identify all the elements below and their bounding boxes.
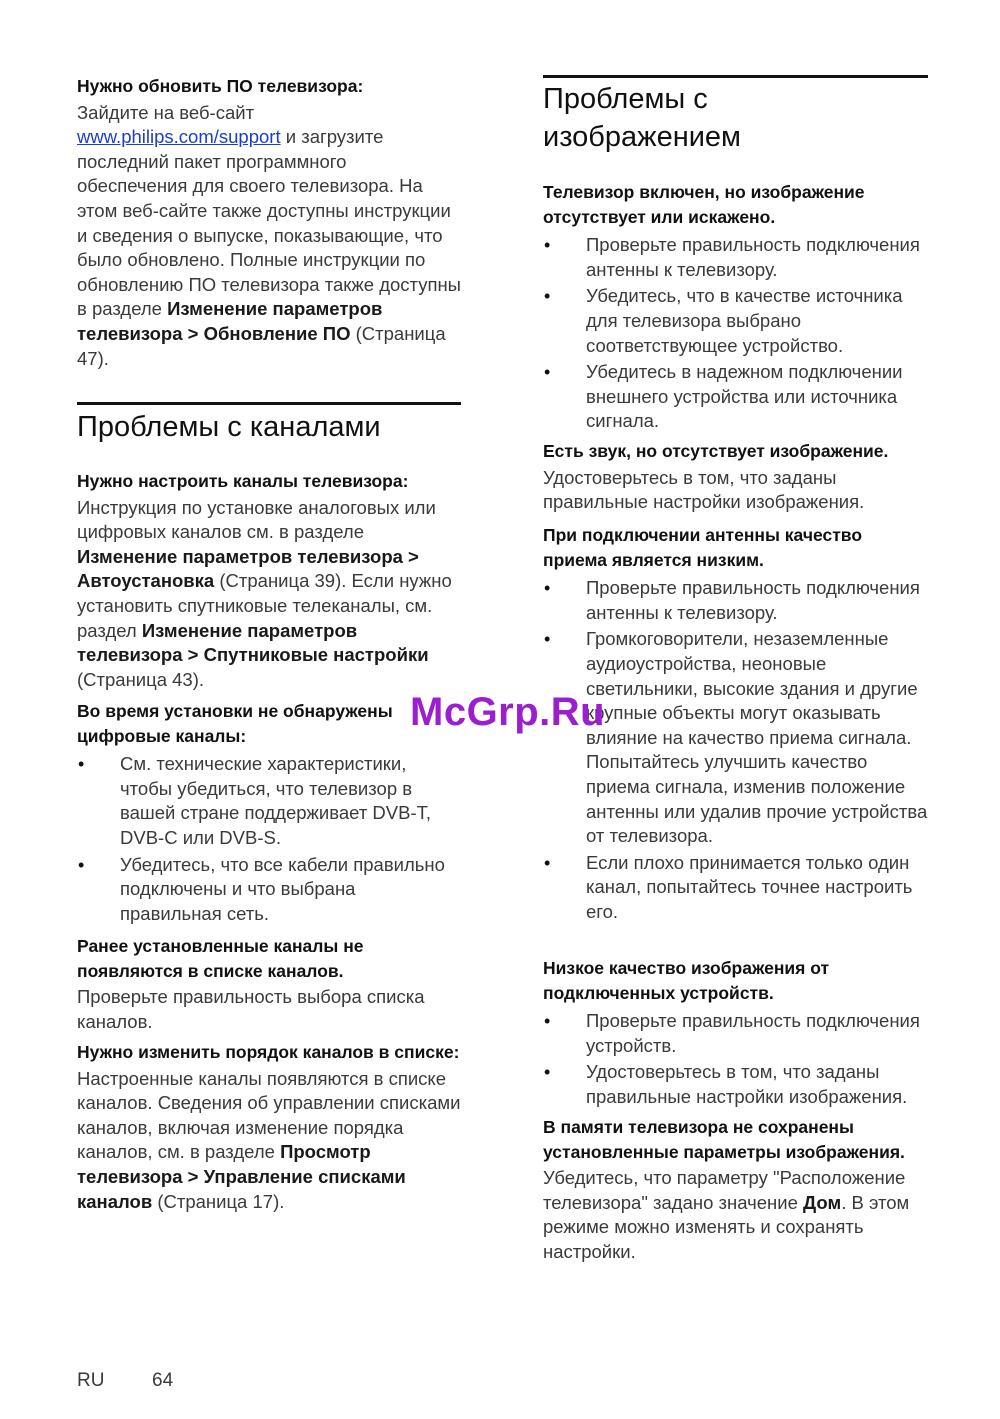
- notinlist-text: Проверьте правильность выбора списка каналов.: [77, 986, 425, 1032]
- nodigital-section: [77, 699, 461, 928]
- firmware-text: [77, 101, 461, 372]
- devices-heading: Низкое качество изображения от подключенных устройств.: [543, 958, 830, 1003]
- notinlist-heading: Ранее установленные каналы не появляются в списке каналов.: [77, 936, 364, 981]
- antenna-list: [543, 576, 928, 924]
- list-item-text: Проверьте правильность подключения устройств.: [586, 1010, 920, 1056]
- nodigital-heading: Во время установки не обнаружены цифровые каналы:: [77, 701, 393, 746]
- list-item: [77, 853, 461, 927]
- list-item: [543, 284, 928, 358]
- firmware-heading: Нужно обновить ПО телевизора:: [77, 76, 364, 96]
- firmware-text-before: Зайдите на веб-сайт: [77, 101, 255, 123]
- notinlist-section: [77, 934, 461, 1034]
- list-item: [543, 851, 928, 925]
- picture-rule: [543, 75, 928, 78]
- antenna-heading: При подключении антенны качество приема является низким.: [543, 525, 863, 570]
- list-item-text: Если плохо принимается только один канал, попытайтесь точнее настроить его.: [586, 851, 913, 922]
- bullet-icon: •: [544, 362, 551, 383]
- devices-section: [543, 956, 928, 1112]
- tune-ref-satellite[interactable]: Изменение параметров телевизора > Спутниковые настройки: [77, 619, 429, 666]
- bullet-icon: •: [544, 629, 551, 650]
- bullet-icon: •: [544, 235, 551, 256]
- list-item-text: Убедитесь в надежном подключении внешнего устройства или источника сигнала.: [586, 361, 903, 432]
- list-item: [543, 1060, 928, 1109]
- tune-text-1: Инструкция по установке аналоговых или цифровых каналов см. в разделе: [77, 496, 436, 543]
- memory-text-1: Убедитесь, что параметру "Расположение телевизора" задано значение: [543, 1167, 906, 1213]
- firmware-page: (Страница 47).: [77, 322, 446, 369]
- list-item-text: Удостоверьтесь в том, что заданы правильные настройки изображения.: [586, 1061, 908, 1107]
- list-item-text: Проверьте правильность подключения антенны к телевизору.: [586, 234, 920, 280]
- firmware-text-after: и загрузите последний пакет программного обеспечения для своего телевизора. На этом веб-сайте также доступны инструкции и сведения о выпуске, показывающие, что было обновлено. Полные инструкции по обновлению ПО телевизора также доступны в разделе: [77, 126, 461, 320]
- bullet-icon: •: [78, 854, 85, 875]
- picture-title-block: [543, 80, 928, 156]
- picture-title: Проблемы с изображением: [543, 83, 741, 153]
- channels-title: Проблемы с каналами: [77, 411, 381, 443]
- list-item-text: Убедитесь, что все кабели правильно подключены и что выбрана правильная сеть.: [120, 853, 445, 924]
- list-item-text: Убедитесь, что в качестве источника для телевизора выбрано соответствующее устройство.: [586, 285, 903, 356]
- order-text-2: (Страница 17).: [152, 1190, 285, 1212]
- list-item-text: Проверьте правильность подключения антенны к телевизору.: [586, 577, 920, 623]
- nopicture-section: [543, 180, 928, 436]
- tune-section: [77, 469, 461, 692]
- order-ref[interactable]: Просмотр телевизора > Управление списками каналов: [77, 1141, 406, 1212]
- nopicture-heading: Телевизор включен, но изображение отсутствует или искажено.: [543, 182, 865, 227]
- list-item: [543, 233, 928, 282]
- firmware-section: [77, 74, 461, 371]
- bullet-icon: •: [544, 286, 551, 307]
- soundnopic-text: Удостоверьтесь в том, что заданы правильные настройки изображения.: [543, 466, 865, 513]
- soundnopic-heading: Есть звук, но отсутствует изображение.: [543, 441, 889, 461]
- philips-support-link[interactable]: www.philips.com/support: [77, 126, 281, 148]
- order-section: [77, 1040, 461, 1214]
- bullet-icon: •: [544, 852, 551, 873]
- channels-title-block: [77, 408, 461, 446]
- tune-heading: Нужно настроить каналы телевизора:: [77, 471, 409, 491]
- list-item: [77, 752, 461, 850]
- memory-heading: В памяти телевизора не сохранены установленные параметры изображения.: [543, 1117, 905, 1162]
- list-item-text: Громкоговорители, незаземленные аудиоустройства, неоновые светильники, высокие здания и другие крупные объекты могут оказывать влияние на качество приема сигнала. Попытайтесь улучшить качество приема сигнала, изменив положение антенны или удалив прочие устройства от телевизора.: [586, 628, 928, 847]
- tune-text-3: (Страница 43).: [77, 668, 205, 690]
- watermark: McGrp.Ru: [410, 690, 606, 734]
- tune-text-2: (Страница 39). Если нужно установить спутниковые телеканалы, см. раздел: [77, 570, 452, 641]
- list-item: [543, 627, 928, 848]
- tune-text: [77, 496, 461, 693]
- list-item: [543, 360, 928, 434]
- devices-list: [543, 1009, 928, 1109]
- list-item: [543, 576, 928, 625]
- list-item-text: См. технические характеристики, чтобы убедиться, что телевизор в вашей стране поддерживает DVB-T, DVB-C или DVB-S.: [120, 753, 432, 848]
- list-item: [543, 1009, 928, 1058]
- tune-ref-autoinstall[interactable]: Изменение параметров телевизора > Автоустановка: [77, 545, 419, 592]
- order-heading: Нужно изменить порядок каналов в списке:: [77, 1042, 460, 1062]
- channels-rule: [77, 402, 461, 405]
- memory-section: [543, 1115, 928, 1265]
- memory-ref-home: Дом: [803, 1191, 842, 1213]
- bullet-icon: •: [78, 754, 85, 775]
- footer-lang: RU: [77, 1370, 105, 1391]
- nopicture-list: [543, 233, 928, 434]
- order-text: [77, 1067, 461, 1215]
- nodigital-list: [77, 752, 461, 926]
- order-text-1: Настроенные каналы появляются в списке каналов. Сведения об управлении списками каналов, включая изменение порядка каналов, см. в разделе: [77, 1067, 461, 1163]
- bullet-icon: •: [544, 1011, 551, 1032]
- memory-text-2: . В этом режиме можно изменять и сохранять настройки.: [543, 1191, 910, 1262]
- soundnopic-section: [543, 439, 928, 515]
- firmware-ref[interactable]: Изменение параметров телевизора > Обновление ПО: [77, 298, 383, 344]
- page-number: 64: [152, 1370, 174, 1391]
- bullet-icon: •: [544, 578, 551, 599]
- memory-text: [543, 1166, 928, 1264]
- bullet-icon: •: [544, 1062, 551, 1083]
